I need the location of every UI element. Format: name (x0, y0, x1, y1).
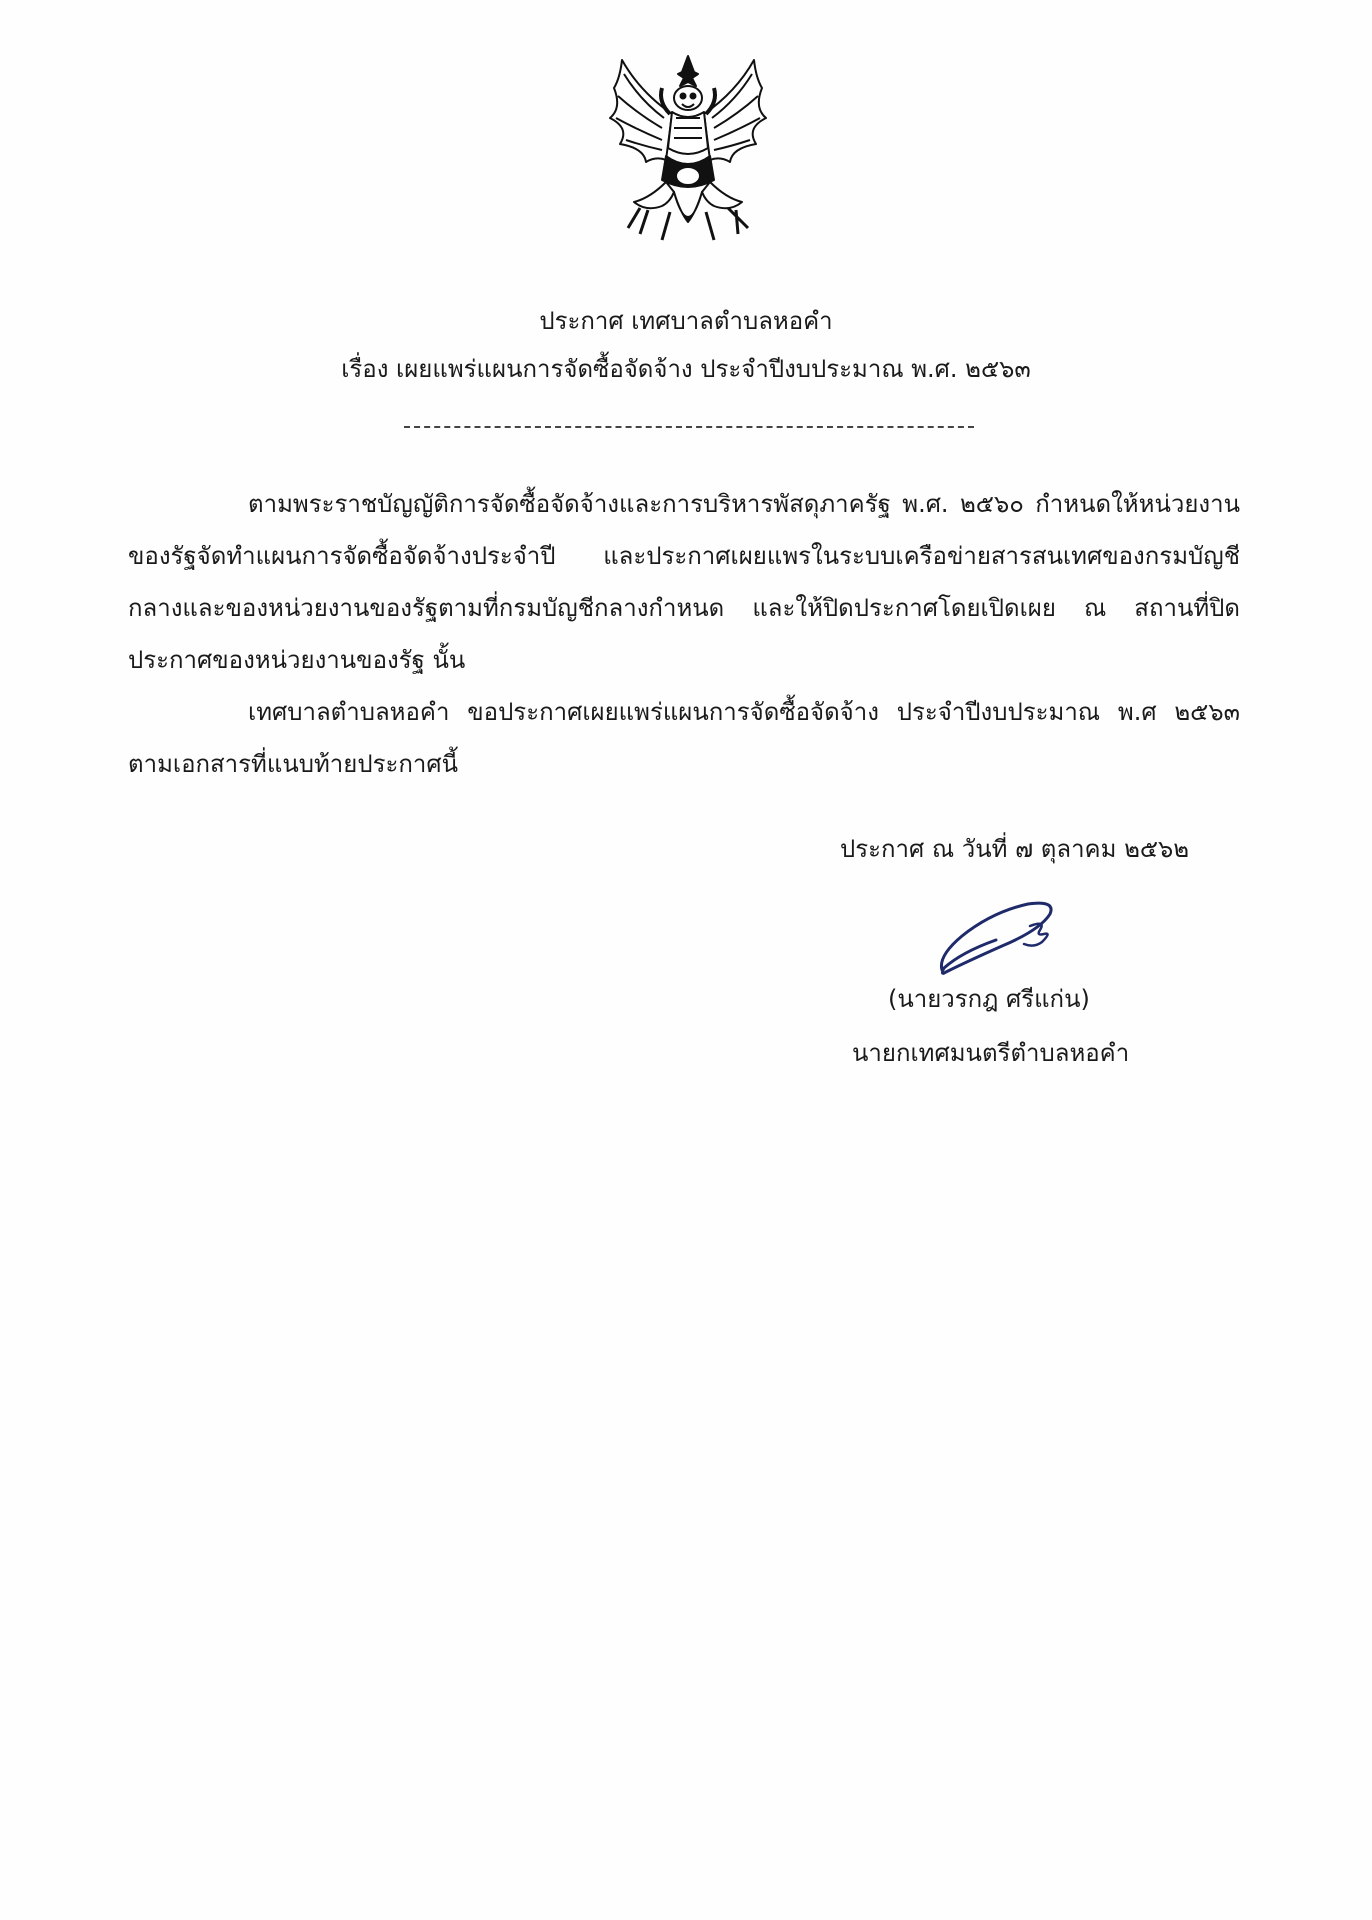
dashed-separator (404, 426, 974, 428)
signer-name: (นายวรกฎ ศรีแก่น) (888, 985, 1090, 1013)
handwritten-signature-icon (932, 896, 1062, 978)
body-paragraph-2: เทศบาลตำบลหอคำ ขอประกาศเผยแพร่แผนการจัดซื้อจัดจ้าง ประจำปีงบประมาณ พ.ศ ๒๕๖๓ ตามเอกสารที่แนบท้ายประกาศนี้ (128, 698, 1240, 778)
body-paragraph-1: ตามพระราชบัญญัติการจัดซื้อจัดจ้างและการบริหารพัสดุภาครัฐ พ.ศ. ๒๕๖๐ กำหนดให้หน่วยงานของรัฐจัดทำแผนการจัดซื้อจัดจ้างประจำปี และประกาศเผยแพรในระบบเครือข่ายสารสนเทศของกรมบัญชีกลางและของหน่วยงานของรัฐตามที่กรมบัญชีกลางกำหนด และให้ปิดประกาศโดยเปิดเผย ณ สถานที่ปิดประกาศของหน่วยงานของรัฐ นั้น (128, 490, 1240, 674)
announcement-date: ประกาศ ณ วันที่ ๗ ตุลาคม ๒๕๖๒ (840, 835, 1190, 863)
announcement-subject: เรื่อง เผยแพร่แผนการจัดซื้อจัดจ้าง ประจำปีงบประมาณ พ.ศ. ๒๕๖๓ (341, 355, 1031, 383)
garuda-emblem-icon (600, 52, 776, 248)
announcement-title: ประกาศ เทศบาลตำบลหอคำ (539, 307, 833, 335)
signer-position: นายกเทศมนตรีตำบลหอคำ (852, 1039, 1130, 1067)
